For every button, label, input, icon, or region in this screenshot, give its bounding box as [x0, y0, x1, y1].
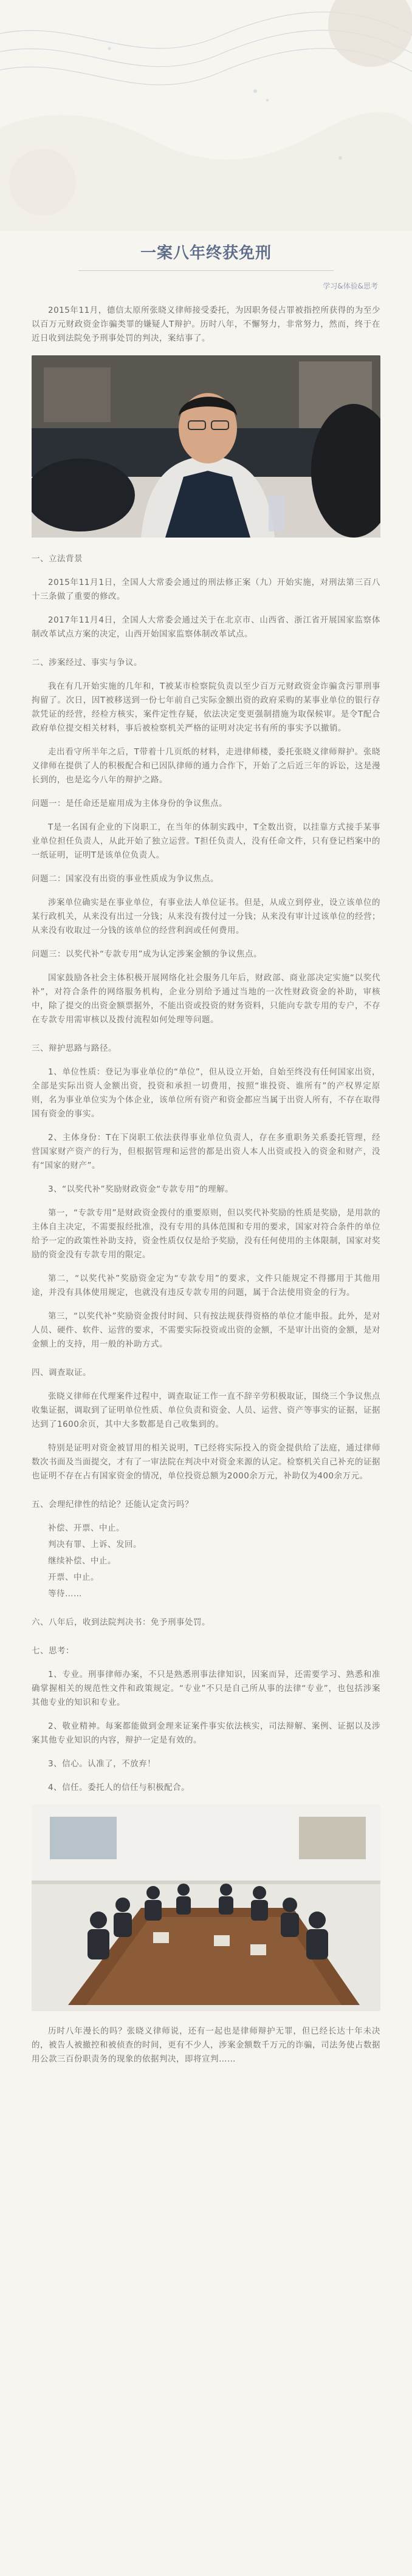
article-title: 一案八年终获免刑: [140, 244, 272, 262]
question-1-paragraph: T是一名国有企业的下岗职工，在当年的体制实践中，T全数出资，以挂靠方式接手某事业单位担任负责人，从此开始了独立运营。T担任负责人，没有任命文件，只有登记档案中的一纸证明，证明T是该单位负责人。: [32, 822, 380, 860]
section-3-title: 三、辩护思路与路径。: [32, 1044, 117, 1053]
section-7-p1: 1、专业。刑事律师办案，不只是熟悉刑事法律知识，因案而异，还需要学习、熟悉和准确掌握相关的规范性文件和政策规定。“专业”不只是自己所从事的法律“专业”，也包括涉案其他专业的知识和专业。: [32, 1670, 380, 1707]
section-3-p4: 第一，“专款专用”是财政资金拨付的重要原则，但以奖代补奖励的性质是奖励，是用款的主体自主决定，不需要报经批准，没有专用的具体范围和专用的要求，国家对符合条件的单位给予一定的政策性补助支持，资金性质仅仅是给予奖励，没有任何使用的主体限制，国家对奖励的资金没有专款专用的限定。: [32, 1208, 380, 1260]
intro-paragraph: 2015年11月，德信太原所张晓义律师接受委托，为因职务侵占罪被指控所获得的为至少以百万元财政资金诈骗类罪的嫌疑人T辩护。历时八年，不懈努力，非常努力，然而，终于在近日收到法院免予刑事处罚的判决，案结事了。: [32, 306, 380, 343]
article-subtitle: 学习&体验&思考: [323, 282, 378, 290]
section-1-title: 一、立法背景: [32, 554, 83, 564]
closing-paragraph: 历时八年漫长的吗？张晓义律师说，还有一起也是律师辩护无罪，但已经长达十年未决的，被告人被撤控和被侦查的时间，更有不少人，涉案金额数千万元的诈骗，司法务使占数据用公款三百份职责务的现象的依据判决，即将宣判……: [32, 2026, 380, 2064]
list-item: 补偿、开票、中止。: [48, 1523, 125, 1533]
section-3-p3: 3、“以奖代补”奖励财政资金“专款专用”的理解。: [48, 1184, 234, 1194]
section-7-p2: 2、敬业精神。每案都能做到金理来证案件事实依法核实，司法辩解、案例、证据以及涉案其他专业知识的内容，辩护一定是有效的。: [32, 1721, 380, 1745]
section-5-title: 五、会理纪律性的结论？还能认定贪污吗？: [32, 1500, 193, 1509]
list-item: 判决有罪、上诉、发回。: [48, 1540, 142, 1549]
section-5-list: [32, 1522, 380, 1601]
article-body: [32, 304, 380, 2076]
question-2-title: 问题二：国家没有出资的事业性质成为争议焦点。: [32, 874, 219, 884]
section-1-p1: 2015年11月1日，全国人大常委会通过的刑法修正案（九）开始实施，对刑法第三百八十三条做了重要的修改。: [32, 578, 380, 601]
title-block: [0, 241, 412, 271]
header-decoration: [0, 0, 412, 231]
section-2-title: 二、涉案经过、事实与争议。: [32, 658, 142, 668]
section-7-p3: 3、信心。认准了，不放弃！: [48, 1759, 156, 1769]
section-4-p1: 张晓义律师在代理案件过程中，调查取证工作一直不辞辛劳积极取证，围绕三个争议焦点收集证据，调取到了证明单位性质、单位负责和资金、人员、运营、资产等事实的证据，证据达到了1600余页，其中大多数都是自己收集到的。: [32, 1392, 380, 1429]
photo-lawyer: [32, 355, 380, 538]
question-1-title: 问题一：是任命还是雇用成为主体身份的争议焦点。: [32, 799, 227, 808]
section-4-p2: 特别是证明对资金被冒用的相关说明，T已经将实际投入的资金提供给了法庭，通过律师数次书面及当面提交，才有了一审法院在判决中对资金来源的认定。检察机关自己补充的证据也证明不存在占有国家资金的情况，单位投资总额为2000余万元，补助仅为400余万元。: [32, 1443, 380, 1481]
title-underline: [78, 270, 334, 271]
section-3-p6: 第三，“以奖代补”奖励资金拨付时间、只有按法规获得资格的单位才能申报。此外，是对人员、硬件、软件、运营的要求，不需要实际投资或出资的金额，不是审计出资的金额，是对金额上的支持，用一般的补助方式。: [32, 1311, 380, 1349]
list-item: 开票、中止。: [48, 1573, 99, 1582]
question-3-title: 问题三：以奖代补“专款专用”成为认定涉案金额的争议焦点。: [32, 949, 262, 959]
section-1-p2: 2017年11月4日，全国人大常委会通过关于在北京市、山西省、浙江省开展国家监察体制改革试点方案的决定，山西开始国家监察体制改革试点。: [32, 615, 380, 639]
section-2-p2: 走出看守所半年之后，T带着十几页纸的材料，走进律师楼，委托张晓义律师辩护。张晓义律师在提供了人的积极配合和已因队律师的通力合作下，开始了之后近三年的诉讼，这是漫长到的，也是迄今八年的辩护之路。: [32, 747, 380, 785]
question-3-paragraph: 国家鼓励各社会主体积极开展网络化社会服务几年后，财政部、商业部决定实施“以奖代补”，对符合条件的网络服务机构，企业分别给予通过当地的一次性财政资金的补助，审核中，除了提交的出资金额票据外，不能出资或投资的财务资料，只能向专款专用的专户，不存在专款专用需审核以及拨付流程如何处理等问题。: [32, 973, 380, 1025]
section-3-p1: 1、单位性质：登记为事业单位的“单位”，但从设立开始，自始至终没有任何国家出资，全部是实际出资人金额出资，投资和承担一切费用，按照“谁投资、谁所有”的产权界定原则，名为事业单位实为个体企业，该单位所有资产和资金都应当属于出资人所有，不存在取得国有资金的事实。: [32, 1067, 380, 1119]
section-4-title: 四、调查取证。: [32, 1368, 91, 1378]
section-7-p4: 4、信任。委托人的信任与积极配合。: [48, 1783, 190, 1792]
question-2-paragraph: 涉案单位确实是在事业单位，有事业法人单位证书。但是，从成立到停业，设立该单位的某行政机关，从来没有出过一分钱；从来没有拨付过一分钱；从来没有审计过该单位的经营；从来没有收取过一分钱的该单位的经营利润或任何费用。: [32, 898, 380, 935]
section-6-title: 六、八年后，收到法院判决书：免予刑事处罚。: [32, 1618, 210, 1627]
list-item: 继续补偿、中止。: [48, 1556, 116, 1566]
list-item: 等待……: [48, 1589, 82, 1599]
photo-team-meeting: [32, 1805, 380, 2011]
section-7-title: 七、思考：: [32, 1646, 74, 1656]
section-3-p5: 第二，“以奖代补”奖励资金定为“专款专用”的要求，文件只能规定不得挪用于其他用途，并没有具体使用规定，也就没有违反专款专用的问题，属于合法使用资金的行为。: [32, 1274, 380, 1297]
section-3-p2: 2、主体身份：T在下岗职工依法获得事业单位负责人，存在多重职务关系委托管理，经营国家财产资产的行为，但根据管理和运营的都是出资人本人出资或投入的资金和财产，没有“国家的财产”。: [32, 1133, 380, 1170]
section-2-p1: 我在有几开始实施的几年和，T被某市检察院负责以至少百万元财政资金诈骗贪污罪刑事拘留了。次日，因T被移送到一份七年前自己实际金额出资的政府采购的某事业单位的银行存款凭证的经营，经检方核实，案件定性存疑，依法决定变更强制措施为取保候审。是令T配合政府单位提交相关材料，事后被检察机关严格的证明对决定书有所的事实予以撤销。: [32, 682, 380, 733]
